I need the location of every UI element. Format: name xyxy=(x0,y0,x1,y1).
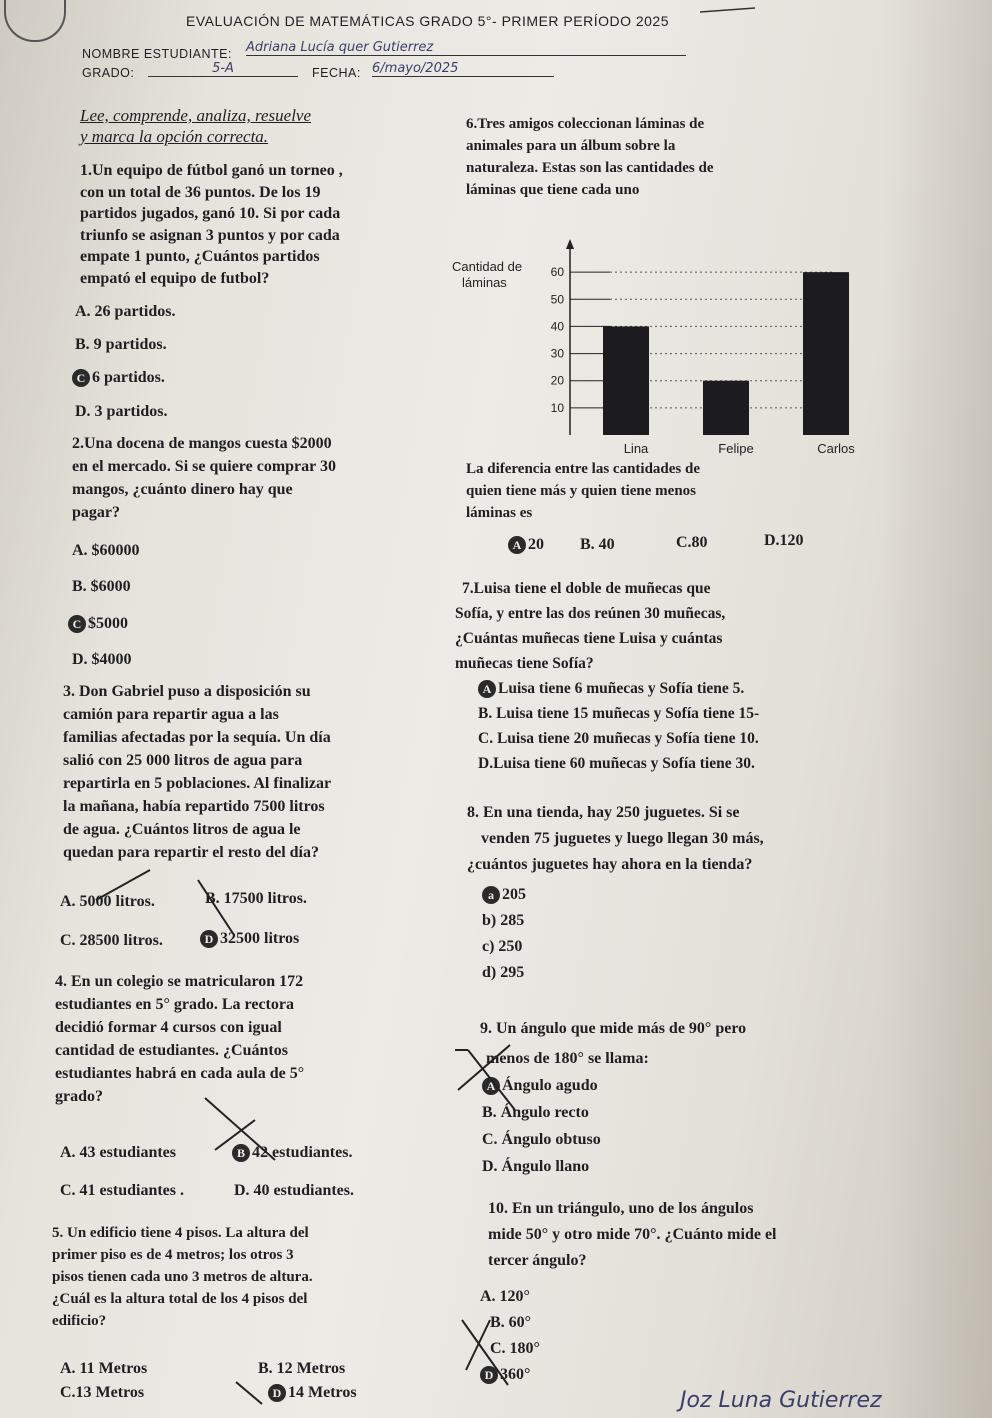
question-3: 3. Don Gabriel puso a disposición su camión para repartir agua a las familias afectadas por la sequía. Un día salió con 25 000 litros de agua para repartirla en 5 poblaciones. Al finalizar la mañana, había repartido 7500 litros de agua. ¿Cuántos litros de agua le quedan para repartir el resto del día? xyxy=(63,683,332,861)
strike-mark xyxy=(700,8,755,12)
marked-circle-icon: D xyxy=(200,930,218,948)
q7-option-c[interactable]: C. Luisa tiene 20 muñecas y Sofía tiene 10. xyxy=(478,730,759,747)
marked-circle-icon: B xyxy=(232,1144,250,1162)
q6-option-a[interactable]: A 20 xyxy=(508,536,544,554)
question-10: 10. En un triángulo, uno de los ángulos mide 50° y otro mide 70°. ¿Cuánto mide el tercer ángulo? xyxy=(488,1200,777,1269)
q5-option-a[interactable]: A. 11 Metros xyxy=(60,1360,148,1377)
q7-option-a[interactable]: A Luisa tiene 6 muñecas y Sofía tiene 5. xyxy=(478,676,759,701)
q4-option-c[interactable]: C. 41 estudiantes . xyxy=(60,1182,185,1199)
strike-mark xyxy=(205,1098,275,1160)
name-value: Adriana Lucía quer Gutierrez xyxy=(246,40,686,56)
q1-option-c[interactable]: C 6 partidos. xyxy=(72,369,165,387)
q1-option-d[interactable]: D. 3 partidos. xyxy=(75,403,168,420)
marked-circle-icon: a xyxy=(482,886,500,904)
question-1: 1.Un equipo de fútbol ganó un torneo , con un total de 36 puntos. De los 19 partidos jugados, ganó 10. Si por cada triunfo se asignan 3 puntos y por cada empate 1 punto, ¿Cuántos partidos empató el equipo de futbol? xyxy=(80,162,343,287)
q7-option-d[interactable]: D.Luisa tiene 60 muñecas y Sofía tiene 30. xyxy=(478,755,755,772)
q4-option-b[interactable]: B 42 estudiantes. xyxy=(232,1144,352,1162)
q8-option-b[interactable]: b) 285 xyxy=(482,912,525,929)
q6-option-b[interactable]: B. 40 xyxy=(580,536,615,553)
marked-circle-icon: D xyxy=(480,1366,498,1384)
y-tick-label: 30 xyxy=(550,346,564,361)
q9-option-b[interactable]: B. Ángulo recto xyxy=(482,1104,589,1121)
q1-option-b[interactable]: B. 9 partidos. xyxy=(75,336,167,353)
marked-circle-icon: C xyxy=(72,369,90,387)
q10-option-b[interactable]: B. 60° xyxy=(490,1314,532,1331)
question-5: 5. Un edificio tiene 4 pisos. La altura del primer piso es de 4 metros; los otros 3 pisos tienen cada uno 3 metros de altura. ¿Cuál es la altura total de los 4 pisos del edificio? xyxy=(52,1225,313,1329)
exam-title: EVALUACIÓN DE MATEMÁTICAS GRADO 5°- PRIMER PERÍODO 2025 xyxy=(186,13,670,29)
grade-value: 5-A xyxy=(148,61,298,77)
question-8: 8. En una tienda, hay 250 juguetes. Si se venden 75 juguetes y luego llegan 30 más, ¿cuántos juguetes hay ahora en la tienda? xyxy=(467,804,764,873)
q9-option-d[interactable]: D. Ángulo llano xyxy=(482,1158,590,1175)
q2-option-a[interactable]: A. $60000 xyxy=(72,542,140,559)
y-tick-label: 10 xyxy=(550,400,564,415)
x-tick-label: Felipe xyxy=(718,441,754,456)
q5-option-d[interactable]: D 14 Metros xyxy=(268,1384,357,1402)
question-9: 9. Un ángulo que mide más de 90° pero menos de 180° se llama: xyxy=(480,1020,747,1067)
x-tick-label: Lina xyxy=(623,441,649,456)
q4-option-d[interactable]: D. 40 estudiantes. xyxy=(234,1182,355,1199)
q6-option-c[interactable]: C.80 xyxy=(676,534,708,551)
q3-option-a[interactable]: A. 5000 litros. xyxy=(60,893,155,910)
chart-ylabel-line1: Cantidad de xyxy=(452,259,523,274)
y-tick-label: 20 xyxy=(550,373,564,388)
question-6-prompt: La diferencia entre las cantidades de quien tiene más y quien tiene menos láminas es xyxy=(466,461,701,521)
strike-mark xyxy=(96,870,150,900)
y-tick-label: 40 xyxy=(550,319,564,334)
y-tick-label: 60 xyxy=(550,265,564,280)
student-signature: Joz Luna Gutierrez xyxy=(680,1388,882,1413)
name-label: NOMBRE ESTUDIANTE: xyxy=(82,47,232,61)
q9-option-a[interactable]: A Ángulo agudo xyxy=(482,1072,601,1099)
marked-circle-icon: C xyxy=(68,615,86,633)
strike-mark xyxy=(466,1320,490,1370)
q8-option-d[interactable]: d) 295 xyxy=(482,964,525,981)
q4-option-a[interactable]: A. 43 estudiantes xyxy=(60,1144,177,1161)
q3-option-b[interactable]: B. 17500 litros. xyxy=(205,890,307,907)
q10-option-a[interactable]: A. 120° xyxy=(480,1288,530,1305)
marked-circle-icon: A xyxy=(478,680,496,698)
q10-option-d[interactable]: D 360° xyxy=(480,1362,540,1388)
q3-option-c[interactable]: C. 28500 litros. xyxy=(60,932,163,949)
grade-label: GRADO: xyxy=(82,66,135,80)
q9-option-c[interactable]: C. Ángulo obtuso xyxy=(482,1131,601,1148)
date-label: FECHA: xyxy=(312,66,361,80)
strike-mark xyxy=(458,1045,510,1090)
marked-circle-icon: A xyxy=(482,1077,500,1095)
strike-mark xyxy=(198,880,234,935)
x-tick-label: Carlos xyxy=(817,441,855,456)
question-4: 4. En un colegio se matricularon 172 estudiantes en 5° grado. La rectora decidió formar 4 cursos con igual cantidad de estudiantes. ¿Cuántos estudiantes habrá en cada aula de 5° grado? xyxy=(55,973,305,1105)
q6-option-d[interactable]: D.120 xyxy=(764,532,804,549)
q5-option-b[interactable]: B. 12 Metros xyxy=(258,1360,346,1377)
q2-option-c[interactable]: C $5000 xyxy=(68,615,128,633)
q3-option-d[interactable]: D 32500 litros xyxy=(200,930,299,948)
strike-mark xyxy=(236,1382,262,1404)
q7-option-b[interactable]: B. Luisa tiene 15 muñecas y Sofía tiene 15- xyxy=(478,705,760,722)
instructions: Lee, comprende, analiza, resuelve y marca la opción correcta. xyxy=(80,106,312,146)
question-6: 6.Tres amigos coleccionan láminas de animales para un álbum sobre la naturaleza. Estas son las cantidades de láminas que tiene cada uno xyxy=(466,116,714,198)
q2-option-b[interactable]: B. $6000 xyxy=(72,578,131,595)
question-2: 2.Una docena de mangos cuesta $2000 en el mercado. Si se quiere comprar 30 mangos, ¿cuánto dinero hay que pagar? xyxy=(72,435,336,521)
date-value: 6/mayo/2025 xyxy=(372,61,554,77)
question-7: 7.Luisa tiene el doble de muñecas que Sofía, y entre las dos reúnen 30 muñecas, ¿Cuántas muñecas tiene Luisa y cuántas muñecas tiene Sofía? xyxy=(455,580,726,672)
q10-option-c[interactable]: C. 180° xyxy=(490,1340,540,1357)
marked-circle-icon: A xyxy=(508,536,526,554)
q1-option-a[interactable]: A. 26 partidos. xyxy=(75,303,176,320)
q8-option-a[interactable]: a 205 xyxy=(482,882,526,908)
marked-circle-icon: D xyxy=(268,1384,286,1402)
chart-ylabel-line2: láminas xyxy=(462,275,507,290)
q8-option-c[interactable]: c) 250 xyxy=(482,938,523,955)
y-tick-label: 50 xyxy=(550,292,564,307)
q5-option-c[interactable]: C.13 Metros xyxy=(60,1384,145,1401)
q2-option-d[interactable]: D. $4000 xyxy=(72,651,132,668)
strike-mark xyxy=(468,1050,515,1110)
